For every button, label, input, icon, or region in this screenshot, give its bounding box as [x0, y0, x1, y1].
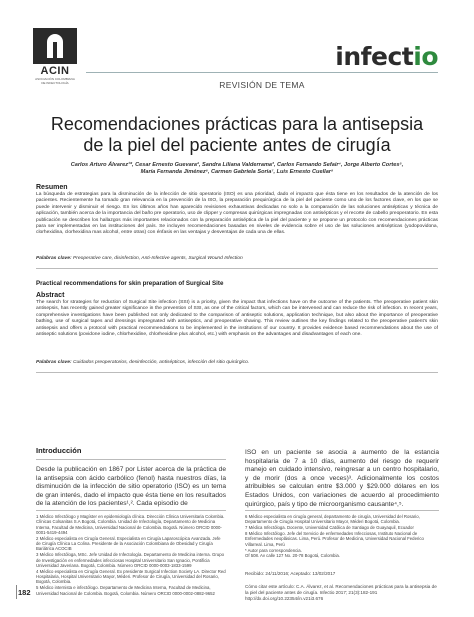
acin-logo-subtext: ASOCIACIÓN COLOMBIANA DE INFECTOLOGÍA	[35, 77, 75, 85]
footnote: 6 Médico especialista en cirugía general, departamento de cirugía, Universidad del Rosario, Departamento de Cirugía Hospital Universitario Mayor, Méderi Bogotá, Colombia.	[245, 514, 420, 525]
footnote: Of 508. Av calle 127 No. 20-78 Bogotá, Colombia.	[245, 553, 340, 559]
section-label: REVISIÓN DE TEMA	[219, 80, 305, 90]
acin-logo	[33, 28, 77, 85]
resumen-text: La búsqueda de estrategias para la disminución de la infección de sitio operatorio (ISO) es una prioridad, dado el impacto que ésta tiene en los resultados de la atención de los pacientes. Recientemente ha tomado gran relevancia en la prevención de la ISO, la preparación prequirúrgica de la piel del paciente como uno de los factores clave, en los que se puede intervenir y disminuir el riesgo. En los últimos años han aparecido revisiones exhaustivas dedicadas no solo a la comparación de las soluciones antisépticas y técnica de aplicación, también acerca de la importancia del baño pre operatorio, uso de clipper y compresas quirúrgicas impregnadas con antisépticos y el recorte de cabello preoperatorio. En esta publicación se describen los hallazgos más importantes relacionados con la preparación antiséptica de la piel del paciente y se propone un protocolo con recomendaciones prácticas para ser implementadas en las instituciones del país. Se incluyen recomendaciones basadas en niveles de evidencia sobre el uso de las soluciones antisépticas (yodopovidona, clorhexidina, clorhexidina mas alcohol, entre otras) con énfasis en las ventajas y desventajas de cada una de ellas.	[36, 192, 438, 236]
divider	[36, 372, 438, 373]
resumen-keywords-value: Preoperative care, disinfection, Anti-Infective agents, Surgical Wound Infection	[72, 256, 243, 261]
journal-logo	[335, 42, 438, 71]
journal-logo-prefix: infect	[335, 42, 414, 71]
resumen-heading: Resumen	[36, 184, 68, 191]
english-keywords-value: Cuidados preoperatorios, desinfección, antisépticos, infección del sitio quirúrgico.	[72, 360, 250, 365]
acin-emblem-icon	[33, 28, 77, 64]
acin-logo-text: ACIN	[40, 65, 70, 77]
footnote: 2 Médico especialista en Cirugía General. Especialista en Cirugía Laparoscópica Avanzada. Jefe de Cirugía Clínica La Colina. Presidente de la Asociación Colombiana de Obesidad y Cirugía Bariátrica ACOCIB	[36, 535, 221, 552]
english-title: Practical recommendations for skin preparation of Surgical Site	[36, 280, 224, 287]
abstract-text: The search for strategies for reduction of Surgical Site infection (SSI) is a priority, given the impact that infections have on the outcome of the patients. The preoperative patient skin antisepsis, has recently gained greater significance in the prevention of SSI, as one of the critical factors, which can be intervened and can reduce the risk of infection. In recent years, comprehensive investigations have been published not only dedicated to the comparison of antiseptic solutions, application technique, but also about the importance of preoperative bathing, use of surgical tapes and dressings impregnated with antiseptics, and preoperative shaving. This review outlines the key findings related to the preoperative patient's skin antisepsis and offers a protocol with practical recommendations to be implemented in the institutions of our country. It provides evidence based recommendations about the use of antiseptic solutions (povidone iodine, chlorhexidine, chlorhexidine plus alcohol, etc.) with emphasis on the advantages and disadvantages of each one.	[36, 300, 438, 338]
journal-logo-suffix: io	[413, 42, 438, 71]
footnote: * Autor para correspondencia.	[245, 547, 302, 553]
introduction-heading: Introducción	[36, 446, 82, 455]
header-divider	[86, 72, 438, 73]
page-number: 182	[18, 588, 31, 597]
footnote-divider	[245, 510, 439, 511]
footnote: 1 Médico Infectólogo y Magíster en epidemiología clínica. Dirección Clínica Universitaria Colombia. Clínicas Colsanitas S.A Bogotá, Colombia. Unidad de Infectología, Departamento de Medicina Interna, Facultad de Medicina, Universidad Nacional de Colombia. Bogotá. Número ORCID 0000-0001-5419-4494	[36, 514, 225, 535]
footnote: 8 Médico Infectólogo. Jefe del Servicio de enfermedades Infecciosas, Instituto Nacional de Enfermedades neoplásicas. Lima, Perú. Profesor de Medicina, Universidad Nacional Federico Villarreal. Lima, Perú	[245, 531, 424, 547]
abstract-heading: Abstract	[36, 292, 65, 299]
english-keywords-label: Palabras clave:	[36, 360, 72, 365]
introduction-right-text: ISO en un paciente se asocia a aumento de la estancia hospitalaria de 7 a 10 días, aumento del riesgo de requerir manejo en cuidado intensivo, reingresar a un centro hospitalario, y de morir (dos a once veces)³. Adicionalmente los costos atribuibles se calculan entre $3.000 y $29.000 dólares en los Estados Unidos, con variaciones de acuerdo al procedimiento quirúrgico, país y tipo de microorganismo causante⁴,⁵.	[245, 449, 439, 508]
article-dates: Recibido: 24/11/2016; Aceptado: 13/02/2017	[245, 571, 336, 576]
article-title: Recomendaciones prácticas para la antisepsia de la piel del paciente antes de cirugía	[50, 114, 424, 155]
divider	[36, 459, 226, 460]
author-list: Carlos Arturo Álvarez¹*, Cesar Ernesto Guevara², Sandra Liliana Valderrama³, Carlos Fernando Sefair⁴, Jorge Alberto Cortes⁵, María Fernanda Jiménez⁶, Carmen Gabriela Soria⁷, Luis Ernesto Cuellar⁸	[70, 162, 404, 176]
resumen-keywords-label: Palabras clave:	[36, 256, 72, 261]
english-keywords	[36, 360, 438, 366]
footnote: 7 Médica Infectóloga. Docente, Universidad Católica de Santiago de Guayaquil, Ecuador	[245, 525, 414, 531]
introduction-left-text: Desde la publicación en 1867 por Lister acerca de la práctica de la antisepsia con ácido carbólico (fenol) hasta nuestros días, la disminución de la infección de sitio operatorio (ISO) es un tema de gran interés, dado el impacto que ésta tiene en los resultados de la atención de los pacientes¹,². Cada episodio de	[36, 466, 226, 508]
footnotes-right	[245, 514, 439, 559]
footnotes-left	[36, 514, 226, 596]
footnote: 5 Médico internista e infectólogo. Departamento de Medicina Interna, Facultad de Medicina, Universidad Nacional de Colombia. Bogotá, Colombia. Número ORCID 0000-0002-0882-9652	[36, 585, 215, 596]
citation-text: Cómo citar este artículo: C.A. Álvarez, et al. Recomendaciones prácticas para la antisepsia de la piel del paciente antes de cirugía. Infectio 2017; 21(3):182-191 http://dx.doi.org/10.22354/in.v21i3.676	[245, 584, 437, 601]
footnote: 4 Médico especialista en Cirugía General. Ex presidente Surgical Infection Society LA. Director Red Hospitalaria, Hospital Universitario Mayor, Méderi. Profesor de Cirugía, Universidad del Rosario, Bogotá, Colombia.	[36, 568, 226, 585]
resumen-keywords	[36, 256, 438, 262]
footnote: 3 Médico Infectóloga, MSc. Jefe Unidad de Infectología. Departamento de Medicina interna. Grupo de Investigación en enfermedades infecciosas Hospital Universitario San Ignacio, Pontificia Universidad Javeriana. Bogotá, Colombia. Número ORCID 0000-0003-1833-1599	[36, 552, 224, 568]
divider	[36, 268, 438, 269]
page-number-bar	[16, 585, 17, 599]
footnote-divider	[36, 510, 226, 511]
